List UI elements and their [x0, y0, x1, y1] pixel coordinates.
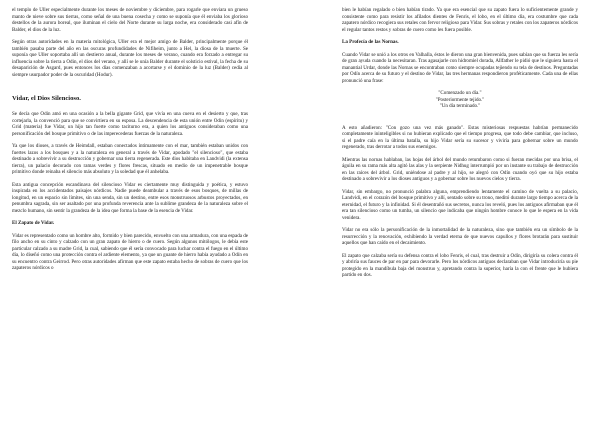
chant-line: "Un día terminado." — [439, 103, 481, 109]
chant-line: "Posteriormente tejido." — [435, 96, 485, 103]
left-column — [12, 7, 248, 278]
paragraph: A esto añadieron: "Con gozo una vez más ganado". Estas misteriosas respuestas habrían permanecido completamente ininteligibles si no hubieran explicado que el tiempo progresa, que todo debe cambiar, que incluso, si el padre caía en la última batalla, su hijo Vidar sería su sucesor y viviría para gobernar sobre un mundo regenerado, tras derrotar a todos sus enemigos. — [342, 124, 578, 150]
paragraph: Ya que los dioses, a través de Heimdall, estaban conectados íntimamente con el mar, también estaban unidos con fuertes lazos a los bosques y a la naturaleza en general a través de Vidar, apodado "el silencioso", que estaba destinado a sobrevivir a su destrucción y gobernar una tierra regenerada. Este dios habitaba en Landvidi (la extensa tierra), un palacio decorado con ramas verdes y flores frescas, situado en medio de un impenetrable bosque primitivo donde reinaba el silencio más absoluto y la soledad que él anhelaba. — [12, 143, 248, 175]
paragraph: Vidar no era sólo la personificación de la inmortalidad de la naturaleza, sino que también era un símbolo de la resurrección y la renovación, exhibiendo la verdad eterna de que nuevos capullos y flores brotarán para sustituir aquellos que han caído en el decaimiento. — [342, 227, 578, 246]
section-heading-profecia: La Profecía de las Nornas. — [342, 39, 399, 45]
section-heading-zapato: El Zapato de Vidar. — [12, 220, 55, 226]
paragraph: El zapato que calzaba sería su defensa contra el lobo Fenris, el cual, tras destruir a Odín, dirigiría su colera contra él y abriría sus fauces de par en par para devorarle. Pero los nórdicos antiguos declaraban que Vidar introduciría su pie protegido en la mandíbula baja del monstruo y, apretando contra la superior, haría la con el frente que le hubiera partido en dos. — [342, 252, 578, 278]
paragraph: bien le habían regalado o bien habían tirado. Ya que era esencial que su zapato fuera lo suficientemente grande y consistente como para resistir los afilados dientes de Fenris, el lobo, en el último día, era costumbre que cada zapatero nórdico recogiera sus retales con fervor religioso para Vidar. Sus sobras y retales con los zapateros nórdicos el regular tantos restos y sobras de cuero como les fuera posible. — [342, 7, 578, 33]
paragraph: Se decía que Odin amó en una ocasión a la bella gigante Grid, que vivía en una cueva en el desierto y que, tras cortejarla, la convenció para que se convirtiera en su esposa. La descendencia de esta unión entre Odin (espíritu) y Grid (materia) fue Vidar, un hijo tan fuerte como taciturno era, a quien los antiguos consideraban como una personificación del bosque primitivo o de las imperecederas fuerzas de la naturaleza. — [12, 111, 248, 137]
section-heading-vidar: Vidar, el Dios Silencioso. — [12, 95, 81, 102]
norns-chant — [342, 90, 578, 110]
paragraph: Mientras las nornas hablaban, las hojas del árbol del mundo retumbaron como si fueran mecidas por una brisa, el águila en su rama más alta agitó las alas y la serpiente Nidhug interrumpió por un instante su trabajo de destrucción en las raíces del árbol. Grid, uniéndose al padre y al hijo, se alegró con Odín cuando oyó que su hijo estaba destinado a sobrevivir a los dioses antiguos y a gobernar sobre los nuevos cielos y tierra. — [342, 156, 578, 182]
paragraph: Vidar, sin embargo, no pronunció palabra alguna, emprendiendo lentamente el camino de vuelta a su palacio, Landvidi, en el corazón del bosque primitivo y allí, sentado sobre su trono, meditó durante largo tiempo acerca de la eternidad, el futuro y la infinidad. Si él desentrañó sus secretos, nunca los reveló, pues los antiguos afirmaban que él era tan silencioso como un tumba, un silencio que indicaba que ningún hombre conoce lo que le espera en la vida venidera. — [342, 188, 578, 221]
paragraph: Cuando Vidar se unió a los otros en Valhalla, éstos le dieron una gran bienvenida, pues sabían que su fuerza les sería de gran ayuda cuando la necesitaran. Tras agasajarle con hidromiel dorada, Allfather le pidió que le siguiera hasta el manantial Urdar, donde las Nornas se encontraban como siempre ocupadas tejiendo su tela de destinos. Preguntadas por Odín acerca de su futuro y el destino de Vidar, las tres hermanas respondieron proféticamente. Cada una de ellas pronunció una frase: — [342, 51, 578, 84]
paragraph: Según otras autoridades en la materia mitológica, Uller era el mejor amigo de Balder, principalmente porque él también pasaba parte del año en las oscuras profundidades de Nifiheim, junto a Hel, la diosa de la muerte. Se suponía que Uller soportaba allí un destierro anual, durante los meses de verano, cuando era forzado a entregar su influencia sobre la tierra a Odin, el dios del verano, y allí se le unía Balder durante el solsticio estival, la fecha de su desaparición de Asgard, pues entonces los días comenzaban a acortarse y el dominio de la luz (Balder) cedía al siempre usurpador poder de la oscuridad (Hodur). — [12, 39, 248, 78]
right-column — [342, 7, 578, 285]
paragraph: Esta antigua concepción escandinava del silencioso Vidar es ciertamente muy distinguida y poética, y estuvo inspirada en los accidentados paisajes nórdicos. Nadie puede deambular a través de esos bosques, de millas de longitud, en un espacio sin límites, sin una senda, sin un destino, entre esos monstruosos arbustos proyectados, en penumbra sagrada, sin ser asaltado por una profunda reverencia ante la sublime grandeza de la naturaleza sobre el mezclo humano, sin sentir la grandeza de la idea que forma la base de la esencia de Vidar. — [12, 181, 248, 214]
paragraph: Vidar es representado como un hombre alto, formido y bien parecido, envuelto con una armadura, con una espada de filo ancho en su cinto y calzado con un gran zapato de hierro o de cuero. Según algunos mitólogos, le debía este particular calzado a su madre Grid, la cual, sabiendo que él sería convocado para luchar contra el fuego en el último día, lo diseñó como una protección contra el ardiente elemento, ya que un guante de hierro había ayudado a Odín en su encuentro contra Geirrod. Pero otras autoridades afirman que este zapato estaba hecho de sobras de cuero que los zapateros nórdicos o — [12, 232, 248, 271]
paragraph: el templo de Uller especialmente durante los meses de noviembre y diciembre, para rogarle que enviara un grueso manto de nieve sobre sus tierras, como señal de una buena cosecha y como se suponía que él enviaba los glorioso destellos de la aurora boreal, que iluminan el cielo del Norte durante su larga noche, era considerado casi afín de Balder, el dios de la luz. — [12, 7, 248, 33]
chant-line: "Comenzado un día." — [438, 90, 482, 96]
